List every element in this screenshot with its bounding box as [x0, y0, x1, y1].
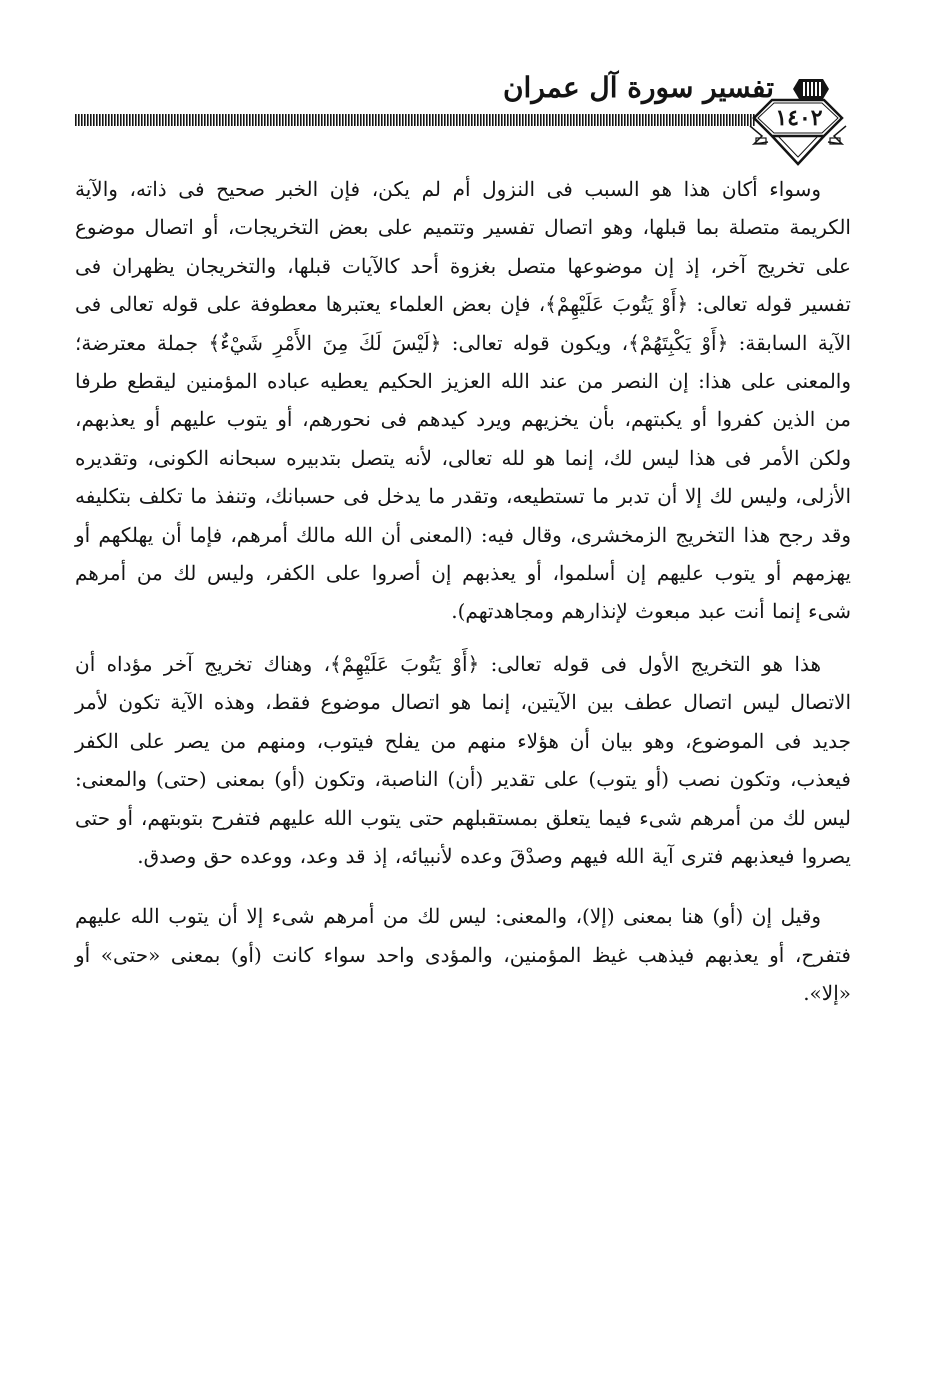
- paragraph: [75, 170, 851, 631]
- page-header: [0, 0, 926, 175]
- paragraph-text: وقيل إن (أو) هنا بمعنى (إلا)، والمعنى: ليس لك من أمرهم شىء إلا أن يتوب الله عليهم فتفرح، أو يعذبهم فيذهب غيظ المؤمنين، والمؤدى واحد سواء كانت (أو) بمعنى «حتى» أو «إلا».: [75, 904, 851, 1006]
- running-title: تفسير سورة آل عمران: [502, 71, 774, 104]
- header-hatched-rule: [75, 114, 755, 126]
- paragraph: [75, 897, 851, 1012]
- page-number: ١٤٠٢: [775, 105, 823, 131]
- paragraph: [75, 645, 851, 875]
- paragraph-text: وسواء أكان هذا هو السبب فى النزول أم لم يكن، فإن الخبر صحيح فى ذاته، والآية الكريمة متصلة بما قبلها، وهو اتصال تفسير وتتميم على بعض التخريجات، أو اتصال موضوع على تخريج آخر، إذ إن موضوعها متصل بغزوة أحد كالآيات قبلها، والتخريجان يظهران فى تفسير قوله تعالى: ﴿أَوْ يَتُوبَ عَلَيْهِمْ﴾، فإن بعض العلماء يعتبرها معطوفة على قوله تعالى فى الآية السابقة: ﴿أَوْ يَكْبِتَهُمْ﴾، ويكون قوله تعالى: ﴿لَيْسَ لَكَ مِنَ الأَمْرِ شَيْءٌ﴾ جملة معترضة؛ والمعنى على هذا: إن النصر من عند الله العزيز الحكيم يعطيه عباده المؤمنين ليقطع طرفا من الذين كفروا أو يكبتهم، بأن يخزيهم ويرد كيدهم فى نحورهم، أو يتوب عليهم أو يعذبهم، ولكن الأمر فى هذا ليس لك، إنما هو لله تعالى، لأنه يتصل بتدبيره سبحانه الكونى، وتقديره الأزلى، وليس لك إلا أن تدبر ما تستطيعه، وتقدر ما يدخل فى حسبانك، وتنفذ ما تكلف بتكليفه وقد رجح هذا التخريج الزمخشرى، وقال فيه: (المعنى أن الله مالك أمرهم، فإما أن يهلكهم أو يهزمهم أو يتوب عليهم إن أسلموا، أو يعذبهم إن أصروا على الكفر، وليس لك من أمرهم شىء إنما أنت عبد مبعوث لإنذارهم ومجاهدتهم).: [75, 177, 852, 624]
- body-text: [75, 170, 851, 1013]
- paragraph-text: هذا هو التخريج الأول فى قوله تعالى: ﴿أَوْ يَتُوبَ عَلَيْهِمْ﴾، وهناك تخريج آخر مؤداه أن الاتصال ليس اتصال عطف بين الآيتين، إنما هو اتصال موضوع فقط، وهذه الآية تكون لأمر جديد فى الموضوع، وهو بيان أن هؤلاء منهم من يفلح فيتوب، ومنهم من يصر على الكفر فيعذب، وتكون نصب (أو يتوب) على تقدير (أن) الناصبة، وتكون (أو) بمعنى (حتى) والمعنى: ليس لك من أمرهم شىء فيما يتعلق بمستقبلهم حتى يتوب الله عليهم فتفرح بتوبتهم، أو حتى يصروا فيعذبهم فترى آية الله فيهم وصدْقَ وعده لأنبيائه، إذ قد وعد، ووعده حق وصدق.: [75, 651, 851, 868]
